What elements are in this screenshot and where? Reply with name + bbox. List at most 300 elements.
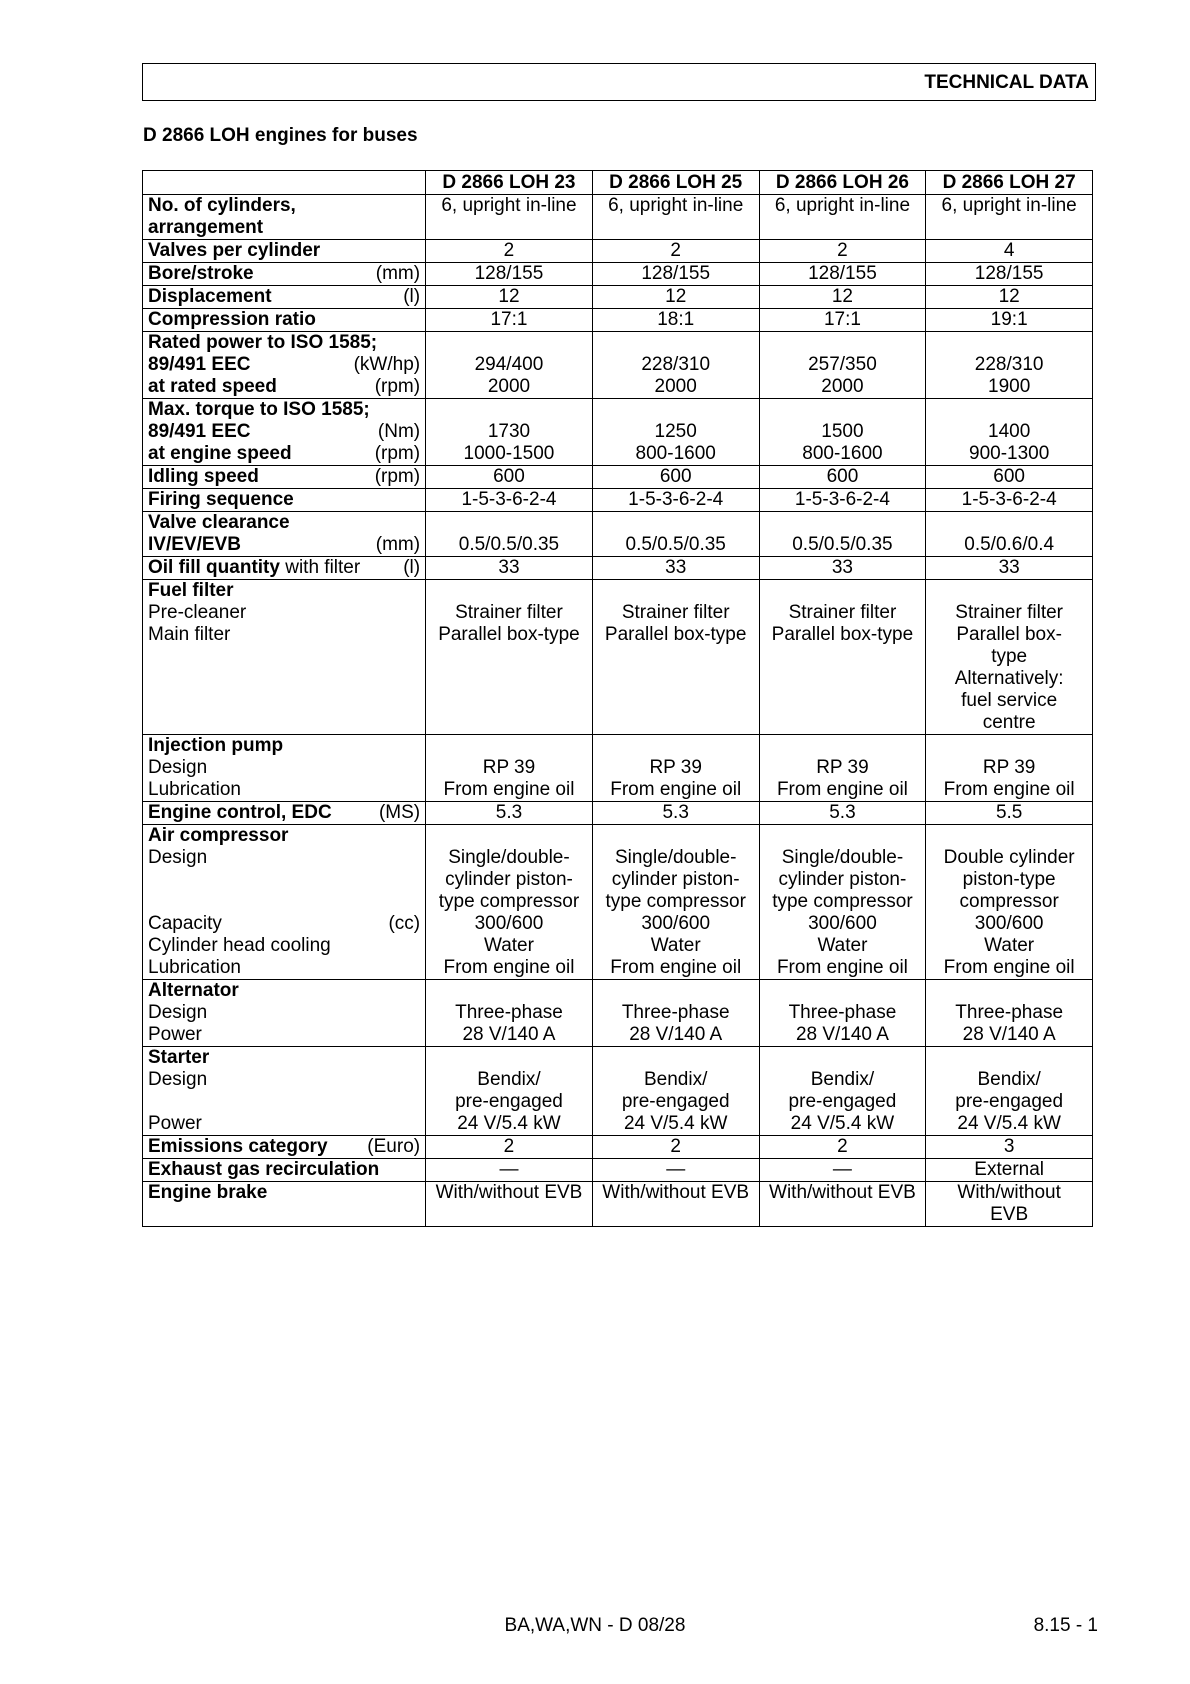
cell-value: Bendix/ pre-engaged 24 V/5.4 kW (955, 1069, 1064, 1134)
row-label-line (148, 376, 420, 398)
cell-value: 257/350 2000 (808, 354, 877, 397)
cell-value: 5.5 (995, 802, 1023, 823)
cell-value: 5.3 (829, 802, 856, 823)
row-label-text: IV/EV/EVB (148, 534, 241, 555)
table-row (143, 332, 1093, 399)
cell-value: 12 (498, 286, 520, 307)
cell-value: 128/155 (641, 263, 711, 284)
row-label-text: at engine speed (148, 443, 292, 464)
value-cell (592, 802, 759, 825)
row-label-line (148, 602, 420, 624)
row-label-line (148, 869, 420, 891)
row-label-text: 89/491 EEC (148, 354, 251, 375)
value-cell (426, 286, 593, 309)
value-cell (426, 580, 593, 735)
row-label-cell (143, 1159, 426, 1182)
row-label-cell (143, 195, 426, 240)
row-label-line (148, 534, 420, 556)
cell-value: 6, upright in-line (941, 195, 1077, 216)
value-cell (926, 1136, 1093, 1159)
row-label-text: Emissions category (148, 1136, 328, 1157)
row-label-cell (143, 399, 426, 466)
table-row (143, 825, 1093, 980)
row-label-line (148, 309, 420, 331)
row-label-line (148, 512, 420, 534)
row-unit: (MS) (378, 802, 421, 823)
cell-value: 4 (1003, 240, 1015, 261)
value-cell (759, 263, 926, 286)
value-cell (926, 309, 1093, 332)
cell-value: 2 (837, 1136, 848, 1157)
cell-value: — (666, 1159, 686, 1180)
table-row (143, 263, 1093, 286)
table-row (143, 735, 1093, 802)
value-cell (426, 557, 593, 580)
value-cell (426, 1047, 593, 1136)
row-label-text: Oil fill quantity with filter (148, 557, 361, 578)
row-label-text: Displacement (148, 286, 272, 307)
row-label-cell (143, 466, 426, 489)
value-cell (426, 1159, 593, 1182)
row-label-text: arrangement (148, 217, 264, 238)
row-label-text: Lubrication (148, 957, 241, 978)
row-label-cell (143, 489, 426, 512)
value-cell (759, 286, 926, 309)
value-cell (426, 802, 593, 825)
value-cell (426, 466, 593, 489)
cell-value: 228/310 2000 (641, 354, 711, 397)
row-unit: (mm) (375, 534, 421, 555)
row-unit: (rpm) (374, 443, 421, 464)
value-cell (426, 512, 593, 557)
row-label-text: 89/491 EEC (148, 421, 251, 442)
table-row (143, 1047, 1093, 1136)
row-label-line (148, 1002, 420, 1024)
table-body (143, 195, 1093, 1227)
cell-value: 128/155 (474, 263, 544, 284)
row-label-text: Air compressor (148, 825, 289, 846)
row-label-text: Pre-cleaner (148, 602, 247, 623)
value-cell (592, 1159, 759, 1182)
table-row (143, 512, 1093, 557)
value-cell (759, 825, 926, 980)
value-cell (759, 332, 926, 399)
value-cell (426, 309, 593, 332)
row-label-text: Exhaust gas recirculation (148, 1159, 380, 1180)
row-label-text: Design (148, 847, 208, 868)
cell-value: Three-phase 28 V/140 A (455, 1002, 563, 1045)
value-cell (592, 240, 759, 263)
value-cell (426, 980, 593, 1047)
row-label-cell (143, 263, 426, 286)
row-label-text: Starter (148, 1047, 210, 1068)
cell-value: 1-5-3-6-2-4 (628, 489, 724, 510)
value-cell (592, 466, 759, 489)
cell-value: With/without EVB (769, 1182, 916, 1203)
table-row (143, 399, 1093, 466)
value-cell (759, 512, 926, 557)
value-cell (592, 309, 759, 332)
row-unit: (cc) (388, 913, 421, 934)
value-cell (926, 399, 1093, 466)
row-label-cell (143, 332, 426, 399)
row-unit: (l) (403, 557, 421, 578)
value-cell (592, 399, 759, 466)
table-row (143, 557, 1093, 580)
column-header: D 2866 LOH 25 (592, 171, 759, 195)
row-label-text: Lubrication (148, 779, 241, 800)
cell-value: 600 (659, 466, 692, 487)
value-cell (926, 512, 1093, 557)
cell-value: Strainer filter Parallel box- type Alternatively: fuel service centre (954, 602, 1064, 733)
value-cell (926, 980, 1093, 1047)
table-row (143, 466, 1093, 489)
row-label-line (148, 957, 420, 979)
cell-value: 600 (993, 466, 1025, 487)
footer-doc-code: BA,WA,WN - D 08/28 (504, 1615, 686, 1636)
value-cell (592, 1136, 759, 1159)
value-cell (759, 557, 926, 580)
value-cell (759, 1136, 926, 1159)
value-cell (426, 263, 593, 286)
cell-value: 0.5/0.5/0.35 (625, 534, 726, 555)
value-cell (592, 557, 759, 580)
row-label-line (148, 443, 420, 465)
row-label-line (148, 825, 420, 847)
row-label-cell (143, 735, 426, 802)
value-cell (926, 195, 1093, 240)
cell-value: 0.5/0.6/0.4 (964, 534, 1055, 555)
cell-value: 5.3 (662, 802, 689, 823)
row-label-cell (143, 580, 426, 735)
row-label-line (148, 580, 420, 602)
value-cell (759, 1159, 926, 1182)
value-cell (759, 1047, 926, 1136)
cell-value: 12 (998, 286, 1020, 307)
cell-value: 2 (670, 1136, 681, 1157)
row-label-cell (143, 240, 426, 263)
row-label-line (148, 1113, 420, 1135)
row-label-text: Idling speed (148, 466, 259, 487)
row-label-cell (143, 1182, 426, 1227)
row-label-line (148, 286, 420, 308)
row-label-line (148, 263, 420, 285)
row-label-text: Design (148, 1002, 208, 1023)
row-unit: (rpm) (374, 376, 421, 397)
value-cell (759, 489, 926, 512)
value-cell (426, 195, 593, 240)
value-cell (592, 1182, 759, 1227)
cell-value: 1-5-3-6-2-4 (961, 489, 1057, 510)
row-label-line (148, 935, 420, 957)
row-label-text: Fuel filter (148, 580, 234, 601)
value-cell (426, 1136, 593, 1159)
cell-value: 600 (493, 466, 525, 487)
cell-value: 33 (998, 557, 1020, 578)
table-row (143, 309, 1093, 332)
cell-value: RP 39 From engine oil (943, 757, 1075, 800)
table-row (143, 195, 1093, 240)
cell-value: 33 (831, 557, 853, 578)
cell-value: 2 (837, 240, 848, 261)
row-label-cell (143, 1047, 426, 1136)
value-cell (592, 489, 759, 512)
table-row (143, 489, 1093, 512)
row-label-line (148, 1047, 420, 1069)
cell-value: With/without EVB (957, 1182, 1061, 1225)
row-label-text: Valve clearance (148, 512, 290, 533)
table-row (143, 980, 1093, 1047)
row-label-text: Engine brake (148, 1182, 268, 1203)
value-cell (759, 802, 926, 825)
row-label-line (148, 217, 420, 239)
table-row (143, 580, 1093, 735)
cell-value: Bendix/ pre-engaged 24 V/5.4 kW (455, 1069, 563, 1134)
value-cell (759, 466, 926, 489)
row-label-text: Cylinder head cooling (148, 935, 331, 956)
cell-value: Bendix/ pre-engaged 24 V/5.4 kW (788, 1069, 897, 1134)
row-label-line (148, 891, 420, 913)
row-label-line (148, 913, 420, 935)
cell-value: 2 (670, 240, 681, 261)
row-label-line (148, 802, 420, 824)
cell-value: 600 (826, 466, 859, 487)
value-cell (759, 980, 926, 1047)
table-header-row (143, 171, 1093, 195)
row-label-cell (143, 286, 426, 309)
cell-value: 12 (665, 286, 687, 307)
value-cell (426, 489, 593, 512)
cell-value: 18:1 (657, 309, 695, 330)
page-title: D 2866 LOH engines for buses (143, 125, 418, 146)
value-cell (926, 1159, 1093, 1182)
row-label-cell (143, 309, 426, 332)
row-label-line (148, 624, 420, 646)
section-header-box (142, 63, 1096, 101)
cell-value: 17:1 (490, 309, 528, 330)
table-row (143, 240, 1093, 263)
cell-value: 0.5/0.5/0.35 (458, 534, 560, 555)
table-row (143, 286, 1093, 309)
cell-value: 1250 800-1600 (635, 421, 716, 464)
cell-value: 2 (503, 1136, 515, 1157)
value-cell (926, 802, 1093, 825)
cell-value: 33 (498, 557, 520, 578)
cell-value: Strainer filter Parallel box-type (604, 602, 747, 645)
row-label-text: Design (148, 757, 208, 778)
row-label-text: Bore/stroke (148, 263, 254, 284)
row-label-text: Capacity (148, 913, 222, 934)
value-cell (426, 825, 593, 980)
row-label-line (148, 489, 420, 511)
value-cell (926, 489, 1093, 512)
row-label-line (148, 240, 420, 262)
value-cell (592, 825, 759, 980)
value-cell (426, 735, 593, 802)
row-label-line (148, 557, 420, 579)
value-cell (926, 735, 1093, 802)
value-cell (426, 1182, 593, 1227)
cell-value: 228/310 1900 (974, 354, 1044, 397)
row-label-cell (143, 802, 426, 825)
row-label-line (148, 779, 420, 801)
value-cell (759, 1182, 926, 1227)
column-header: D 2866 LOH 23 (426, 171, 593, 195)
value-cell (759, 735, 926, 802)
value-cell (592, 332, 759, 399)
row-label-text: Valves per cylinder (148, 240, 321, 261)
row-label-text: Injection pump (148, 735, 284, 756)
value-cell (926, 1182, 1093, 1227)
row-label-text: at rated speed (148, 376, 277, 397)
row-label-cell (143, 1136, 426, 1159)
cell-value: 12 (831, 286, 853, 307)
cell-value: 17:1 (823, 309, 861, 330)
value-cell (926, 466, 1093, 489)
row-unit: (Nm) (377, 421, 421, 442)
row-label-text: Alternator (148, 980, 239, 1001)
cell-value: With/without EVB (435, 1182, 583, 1203)
cell-value: 2 (503, 240, 515, 261)
value-cell (426, 332, 593, 399)
value-cell (926, 580, 1093, 735)
table-row (143, 1159, 1093, 1182)
cell-value: 0.5/0.5/0.35 (792, 534, 893, 555)
cell-value: RP 39 From engine oil (610, 757, 742, 800)
cell-value: 3 (1003, 1136, 1015, 1157)
row-label-line (148, 690, 420, 712)
row-label-cell (143, 512, 426, 557)
value-cell (926, 286, 1093, 309)
row-label-line (148, 980, 420, 1002)
row-label-text: Design (148, 1069, 208, 1090)
row-label-text: Power (148, 1113, 202, 1134)
row-label-text: Firing sequence (148, 489, 294, 510)
row-label-line (148, 1136, 420, 1158)
value-cell (926, 263, 1093, 286)
cell-value: With/without EVB (602, 1182, 750, 1203)
row-unit: (l) (403, 286, 421, 307)
value-cell (926, 1047, 1093, 1136)
cell-value: 1730 1000-1500 (463, 421, 555, 464)
cell-value: 1500 800-1600 (802, 421, 883, 464)
row-label-line (148, 1182, 420, 1204)
value-cell (759, 240, 926, 263)
row-label-line (148, 735, 420, 757)
row-label-line (148, 712, 420, 734)
row-unit: (Euro) (367, 1136, 421, 1157)
value-cell (426, 240, 593, 263)
table-corner-cell (143, 171, 426, 195)
row-label-line (148, 332, 420, 354)
value-cell (592, 263, 759, 286)
row-unit: (rpm) (374, 466, 421, 487)
cell-value: Strainer filter Parallel box-type (771, 602, 914, 645)
row-label-line (148, 646, 420, 668)
cell-value: Single/double- cylinder piston- type compressor 300/600 Water From engine oil (438, 847, 580, 978)
cell-value: 1400 900-1300 (969, 421, 1050, 464)
row-label-text: No. of cylinders, (148, 195, 296, 216)
cell-value: 128/155 (808, 263, 877, 284)
row-label-cell (143, 825, 426, 980)
row-label-line (148, 1204, 420, 1226)
cell-value: Double cylinder piston-type compressor 300/600 Water From engine oil (943, 847, 1075, 978)
value-cell (592, 195, 759, 240)
row-label-line (148, 1159, 420, 1181)
row-label-line (148, 1091, 420, 1113)
row-label-line (148, 1024, 420, 1046)
row-unit: (kW/hp) (353, 354, 421, 375)
row-label-text: Rated power to ISO 1585; (148, 332, 378, 353)
value-cell (926, 332, 1093, 399)
cell-value: 19:1 (990, 309, 1028, 330)
row-label-text: Engine control, EDC (148, 802, 332, 823)
cell-value: 33 (665, 557, 687, 578)
value-cell (426, 399, 593, 466)
row-label-line (148, 354, 420, 376)
cell-value: RP 39 From engine oil (443, 757, 575, 800)
row-label-text: Main filter (148, 624, 231, 645)
value-cell (759, 195, 926, 240)
table-row (143, 1136, 1093, 1159)
row-label-line (148, 399, 420, 421)
table-row (143, 802, 1093, 825)
section-title: TECHNICAL DATA (924, 72, 1089, 93)
row-label-cell (143, 557, 426, 580)
value-cell (759, 309, 926, 332)
row-label-line (148, 195, 420, 217)
cell-value: Single/double- cylinder piston- type compressor 300/600 Water From engine oil (772, 847, 913, 978)
column-header: D 2866 LOH 27 (926, 171, 1093, 195)
row-label-text: Max. torque to ISO 1585; (148, 399, 370, 420)
footer-page-number: 8.15 - 1 (1033, 1615, 1098, 1636)
table-row (143, 1182, 1093, 1227)
row-unit: (mm) (375, 263, 421, 284)
row-label-line (148, 757, 420, 779)
cell-value: Three-phase 28 V/140 A (788, 1002, 897, 1045)
value-cell (926, 825, 1093, 980)
cell-value: 128/155 (974, 263, 1044, 284)
cell-value: 294/400 2000 (474, 354, 544, 397)
row-label-line (148, 668, 420, 690)
cell-value: 6, upright in-line (608, 195, 744, 216)
cell-value: Single/double- cylinder piston- type compressor 300/600 Water From engine oil (605, 847, 746, 978)
value-cell (592, 580, 759, 735)
cell-value: — (499, 1159, 519, 1180)
cell-value: 6, upright in-line (441, 195, 577, 216)
cell-value: 5.3 (495, 802, 523, 823)
cell-value: 1-5-3-6-2-4 (461, 489, 557, 510)
value-cell (759, 399, 926, 466)
row-label-line (148, 466, 420, 488)
row-label-text: Compression ratio (148, 309, 316, 330)
column-header: D 2866 LOH 26 (759, 171, 926, 195)
value-cell (592, 980, 759, 1047)
row-label-cell (143, 980, 426, 1047)
cell-value: Three-phase 28 V/140 A (955, 1002, 1064, 1045)
value-cell (592, 735, 759, 802)
value-cell (926, 240, 1093, 263)
value-cell (592, 512, 759, 557)
row-label-line (148, 1069, 420, 1091)
cell-value: 1-5-3-6-2-4 (794, 489, 890, 510)
row-label-text: Power (148, 1024, 202, 1045)
cell-value: Bendix/ pre-engaged 24 V/5.4 kW (621, 1069, 730, 1134)
cell-value: 6, upright in-line (774, 195, 911, 216)
row-label-line (148, 421, 420, 443)
row-label-line (148, 847, 420, 869)
value-cell (592, 286, 759, 309)
